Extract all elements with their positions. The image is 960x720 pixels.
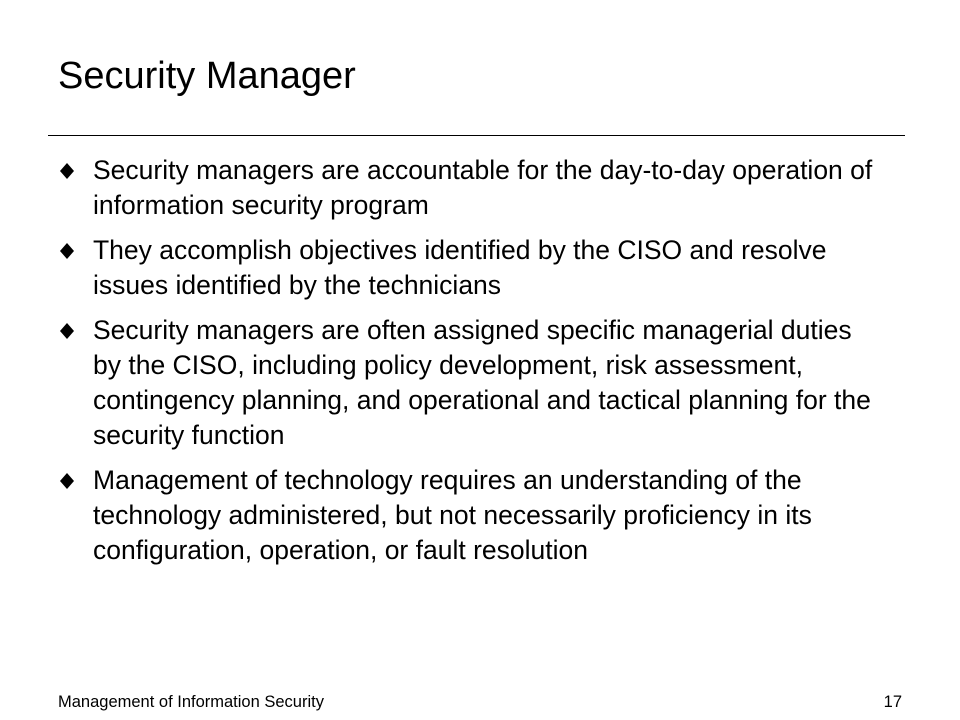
diamond-bullet-icon [60,323,74,339]
bullet-text: Security managers are accountable for the day-to-day operation of information security program [93,155,873,220]
diamond-bullet-icon [60,243,74,259]
bullet-item [60,233,880,303]
bullet-list [60,153,880,578]
page-number: 17 [883,693,902,711]
bullet-text: They accomplish objectives identified by the CISO and resolve issues identified by the technicians [93,235,827,300]
footer-course-title: Management of Information Security [58,693,324,711]
bullet-item [60,313,880,453]
bullet-item [60,463,880,568]
slide-title: Security Manager [58,55,356,97]
title-divider [48,135,905,136]
bullet-item [60,153,880,223]
diamond-bullet-icon [60,473,74,489]
diamond-bullet-icon [60,163,74,179]
bullet-text: Management of technology requires an understanding of the technology administered, but not necessarily proficiency in its configuration, operation, or fault resolution [93,465,812,565]
bullet-text: Security managers are often assigned specific managerial duties by the CISO, including policy development, risk assessment, contingency planning, and operational and tactical planning for the security function [93,315,871,450]
